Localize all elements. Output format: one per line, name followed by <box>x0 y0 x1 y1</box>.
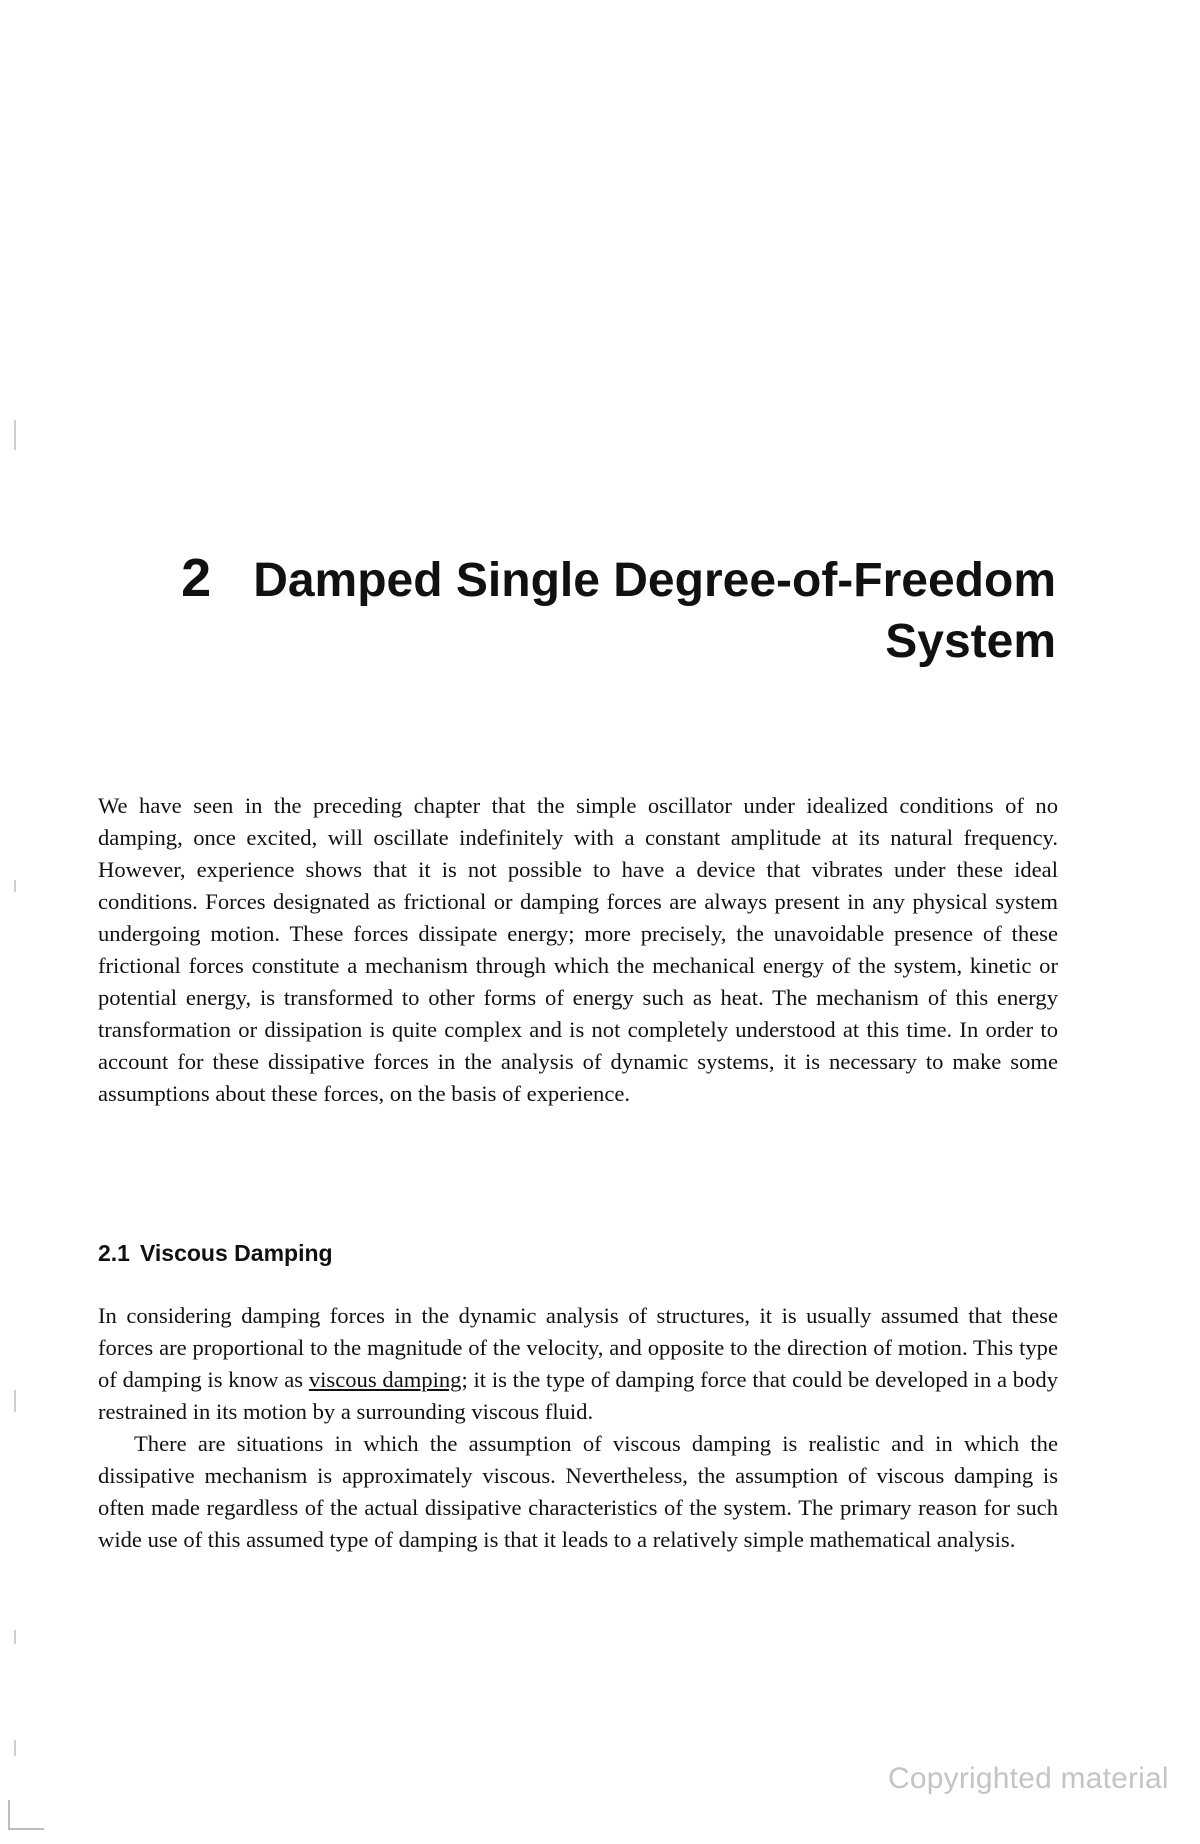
copyright-watermark: Copyrighted material <box>888 1762 1169 1795</box>
section-paragraph-2: There are situations in which the assumption of viscous damping is realistic and in which the dissipative mechanism is approximately viscous. Nevertheless, the assumption of viscous damping is often made regardless of the actual dissipative characteristics of the system. The primary reason for such wide use of this assumed type of damping is that it leads to a relatively simple mathematical analysis. <box>98 1431 1058 1552</box>
chapter-title-line1: Damped Single Degree-of-Freedom <box>253 554 1056 607</box>
section-body <box>98 1300 1058 1556</box>
paragraph-1-text-a: In considering damping forces in the dynamic analysis of structures, it is usually assumed that these forces are proportional to the magnitude of the velocity, and opposite to the direction of motion. This type of damping is know as <box>98 1303 1058 1392</box>
chapter-title-line2: System <box>885 615 1056 668</box>
intro-paragraph: We have seen in the preceding chapter that the simple oscillator under idealized conditions of no damping, once excited, will oscillate indefinitely with a constant amplitude at its natural frequency. However, experience shows that it is not possible to have a device that vibrates under these ideal conditions. Forces designated as frictional or damping forces are always present in any physical system undergoing motion. These forces dissipate energy; more precisely, the unavoidable presence of these frictional forces constitute a mechanism through which the mechanical energy of the system, kinetic or potential energy, is transformed to other forms of energy such as heat. The mechanism of this energy transformation or dissipation is quite complex and is not completely understood at this time. In order to account for these dissipative forces in the analysis of dynamic systems, it is necessary to make some assumptions about these forces, on the basis of experience. <box>98 793 1058 1106</box>
section-heading <box>98 1238 333 1268</box>
section-title: Viscous Damping <box>139 1240 333 1266</box>
section-paragraph-1 <box>98 1300 1058 1428</box>
paragraph-1-text-b: ; it is the type of damping force that could be developed in a body restrained in its motion by a surrounding viscous fluid. <box>98 1367 1058 1424</box>
section-number: 2.1 <box>98 1240 130 1266</box>
viscous-damping-term: viscous damping <box>308 1367 462 1392</box>
chapter-number: 2 <box>181 548 212 608</box>
scan-corner-mark <box>8 1800 44 1830</box>
chapter-heading <box>181 548 1056 673</box>
scan-margin-marks <box>6 400 46 1820</box>
